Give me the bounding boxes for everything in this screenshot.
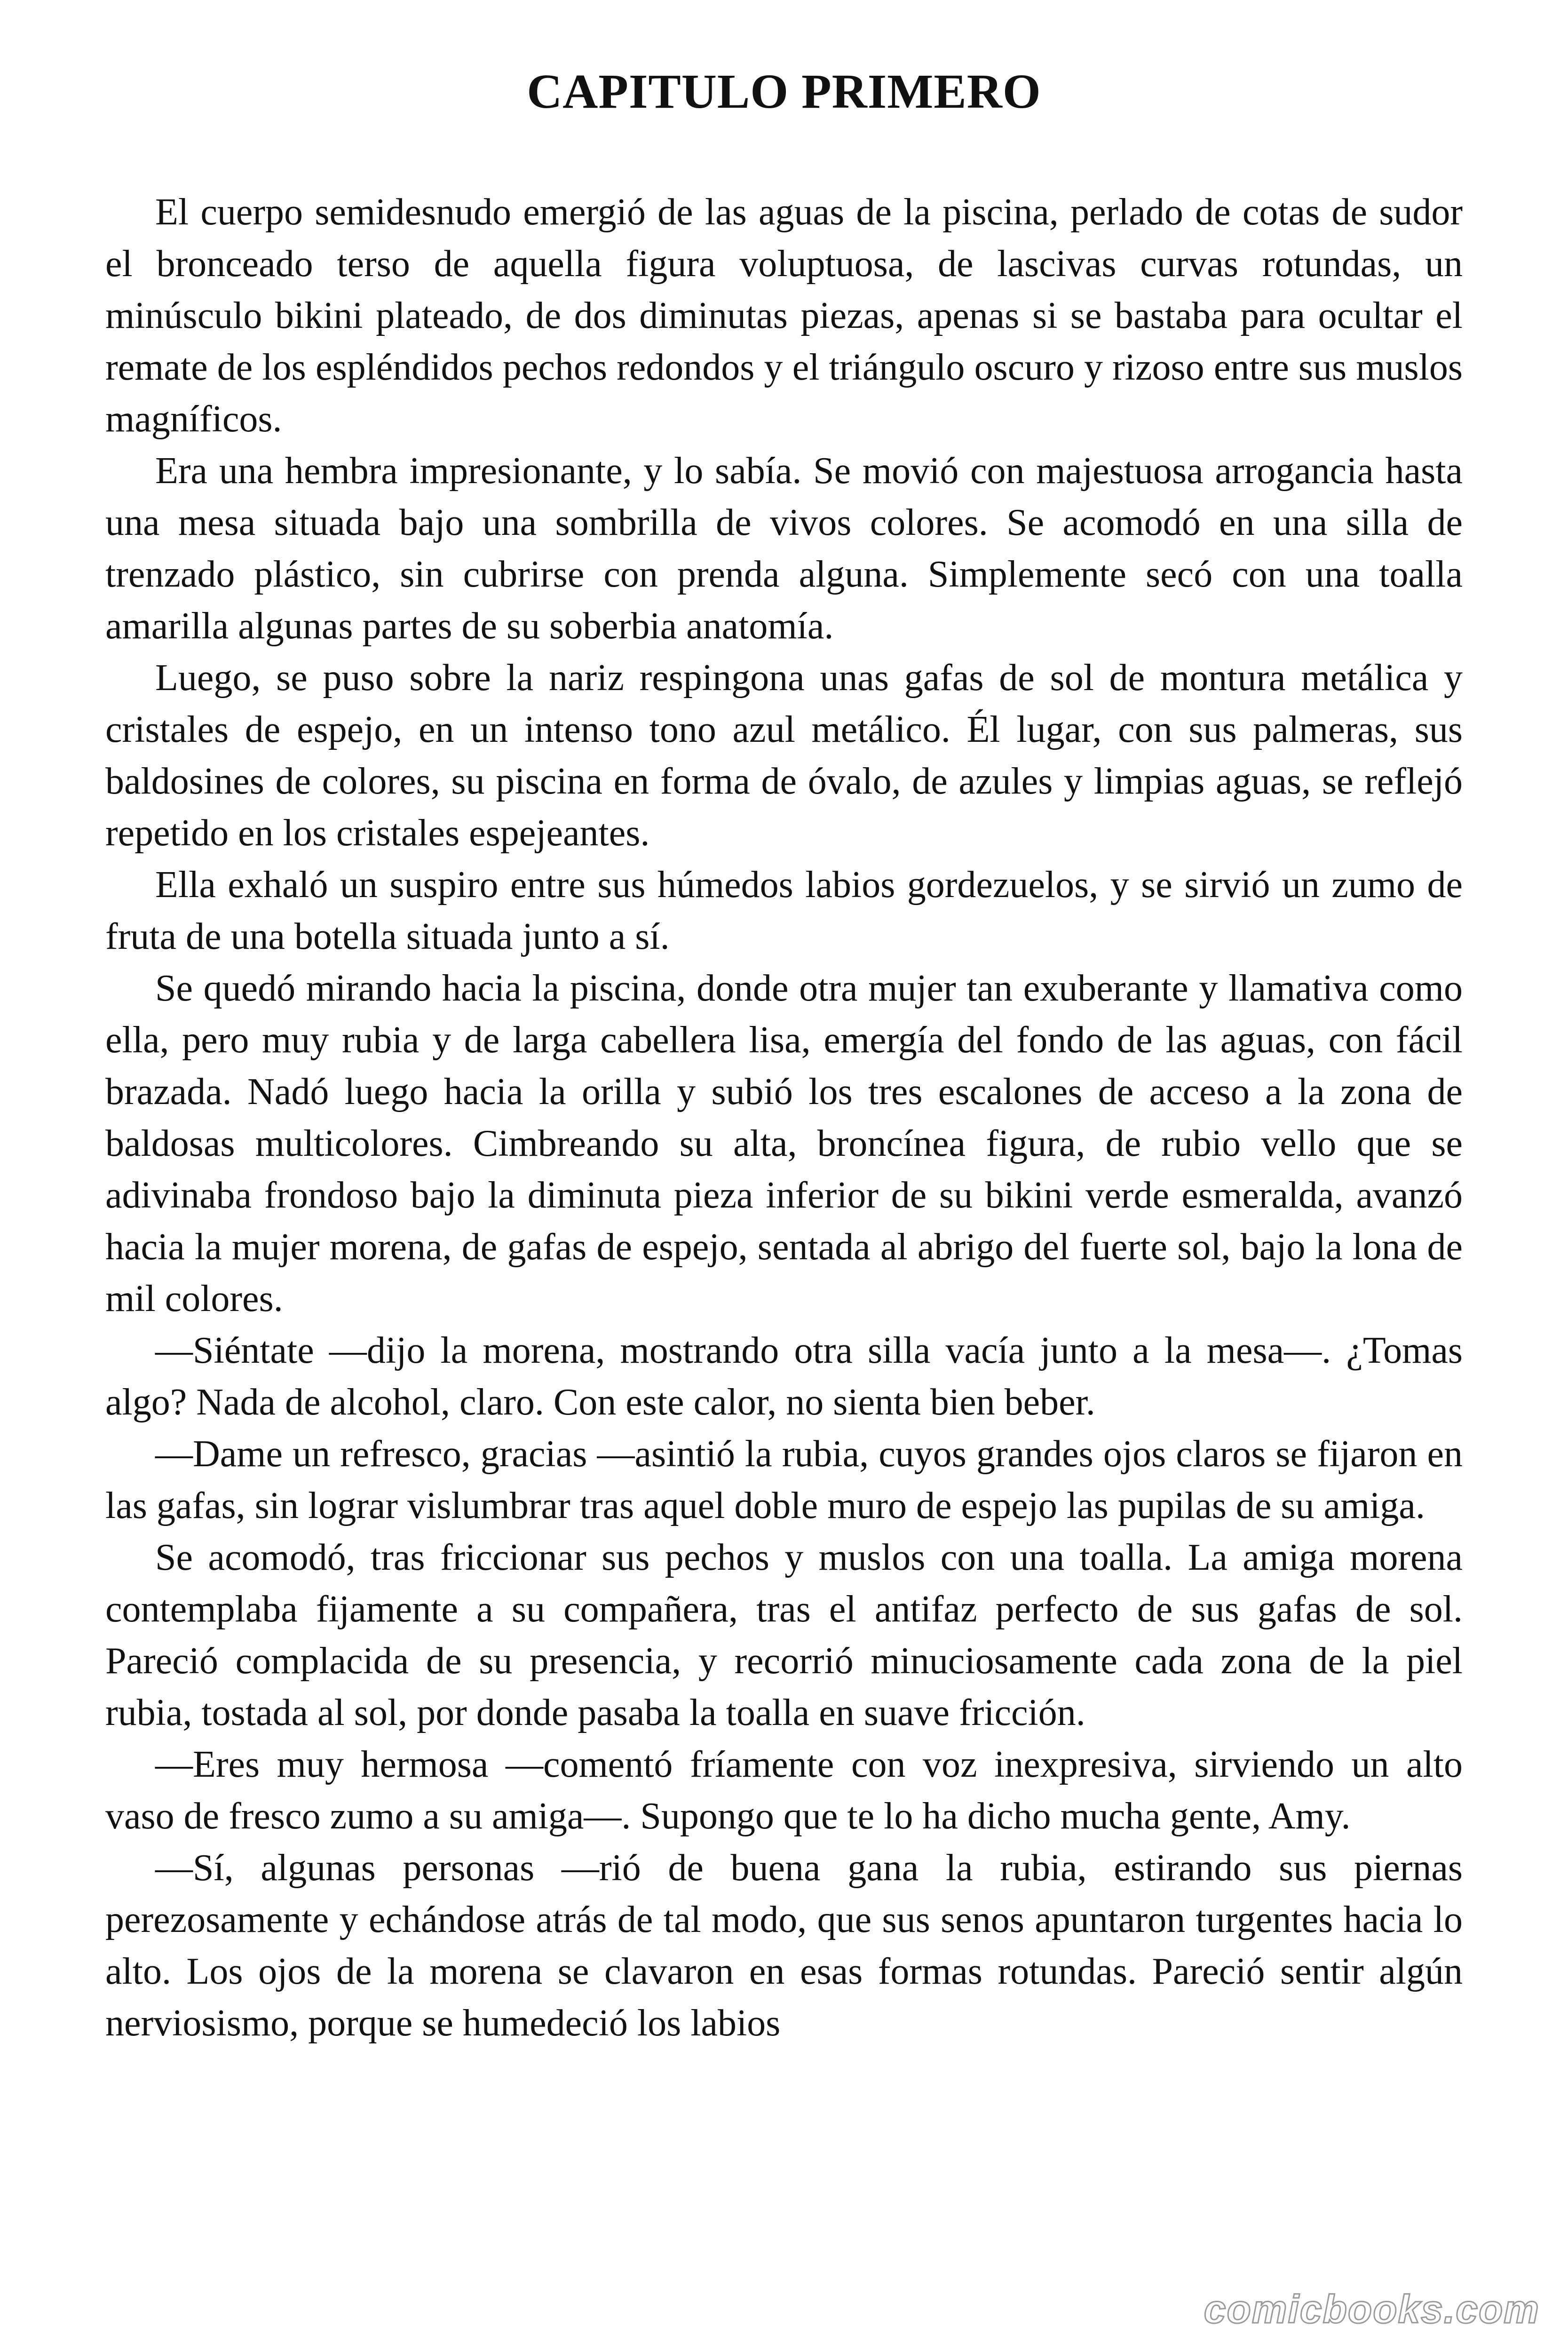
paragraph: Se quedó mirando hacia la piscina, donde otra mujer tan exuberante y llamativa como ella, pero muy rubia y de larga cabellera lisa, emergía del fondo de las aguas, con fácil brazada. Nadó luego hacia la orilla y subió los tres escalones de acceso a la zona de baldosas multicolores. Cimbreando su alta, broncínea figura, de rubio vello que se adivinaba frondoso bajo la diminuta pieza inferior de su bikini verde esmeralda, avanzó hacia la mujer morena, de gafas de espejo, sentada al abrigo del fuerte sol, bajo la lona de mil colores. <box>105 968 1463 1319</box>
paragraph: Ella exhaló un suspiro entre sus húmedos labios gordezuelos, y se sirvió un zumo de fruta de una botella situada junto a sí. <box>105 864 1463 957</box>
paragraph: —Siéntate —dijo la morena, mostrando otra silla vacía junto a la mesa—. ¿Tomas algo? Nada de alcohol, claro. Con este calor, no sienta bien beber. <box>105 1330 1463 1423</box>
paragraph: El cuerpo semidesnudo emergió de las aguas de la piscina, perlado de cotas de sudor el bronceado terso de aquella figura voluptuosa, de lascivas curvas rotundas, un minúsculo bikini plateado, de dos diminutas piezas, apenas si se bastaba para ocultar el remate de los espléndidos pechos redondos y el triángulo oscuro y rizoso entre sus muslos magníficos. <box>105 191 1463 440</box>
paragraph: Era una hembra impresionante, y lo sabía. Se movió con majestuosa arrogancia hasta una mesa situada bajo una sombrilla de vivos colores. Se acomodó en una silla de trenzado plástico, sin cubrirse con prenda alguna. Simplemente secó con una toalla amarilla algunas partes de su soberbia anatomía. <box>105 450 1463 647</box>
paragraph: —Dame un refresco, gracias —asintió la rubia, cuyos grandes ojos claros se fijaron en las gafas, sin lograr vislumbrar tras aquel doble muro de espejo las pupilas de su amiga. <box>105 1433 1463 1526</box>
chapter-body <box>105 186 1463 2049</box>
chapter-title: CAPITULO PRIMERO <box>527 64 1041 119</box>
paragraph: Luego, se puso sobre la nariz respingona unas gafas de sol de montura metálica y cristales de espejo, en un intenso tono azul metálico. Él lugar, con sus palmeras, sus baldosines de colores, su piscina en forma de óvalo, de azules y limpias aguas, se reflejó repetido en los cristales espejeantes. <box>105 657 1463 854</box>
paragraph: —Sí, algunas personas —rió de buena gana la rubia, estirando sus piernas perezosamente y echándose atrás de tal modo, que sus senos apuntaron turgentes hacia lo alto. Los ojos de la morena se clavaron en esas formas rotundas. Pareció sentir algún nerviosismo, porque se humedeció los labios <box>105 1847 1463 2044</box>
paragraph: Se acomodó, tras friccionar sus pechos y muslos con una toalla. La amiga morena contemplaba fijamente a su compañera, tras el antifaz perfecto de sus gafas de sol. Pareció complacida de su presencia, y recorrió minuciosamente cada zona de la piel rubia, tostada al sol, por donde pasaba la toalla en suave fricción. <box>105 1537 1463 1733</box>
paragraph: —Eres muy hermosa —comentó fríamente con voz inexpresiva, sirviendo un alto vaso de fresco zumo a su amiga—. Supongo que te lo ha dicho mucha gente, Amy. <box>105 1744 1463 1837</box>
watermark: comicbooks.com <box>1204 2287 1540 2331</box>
